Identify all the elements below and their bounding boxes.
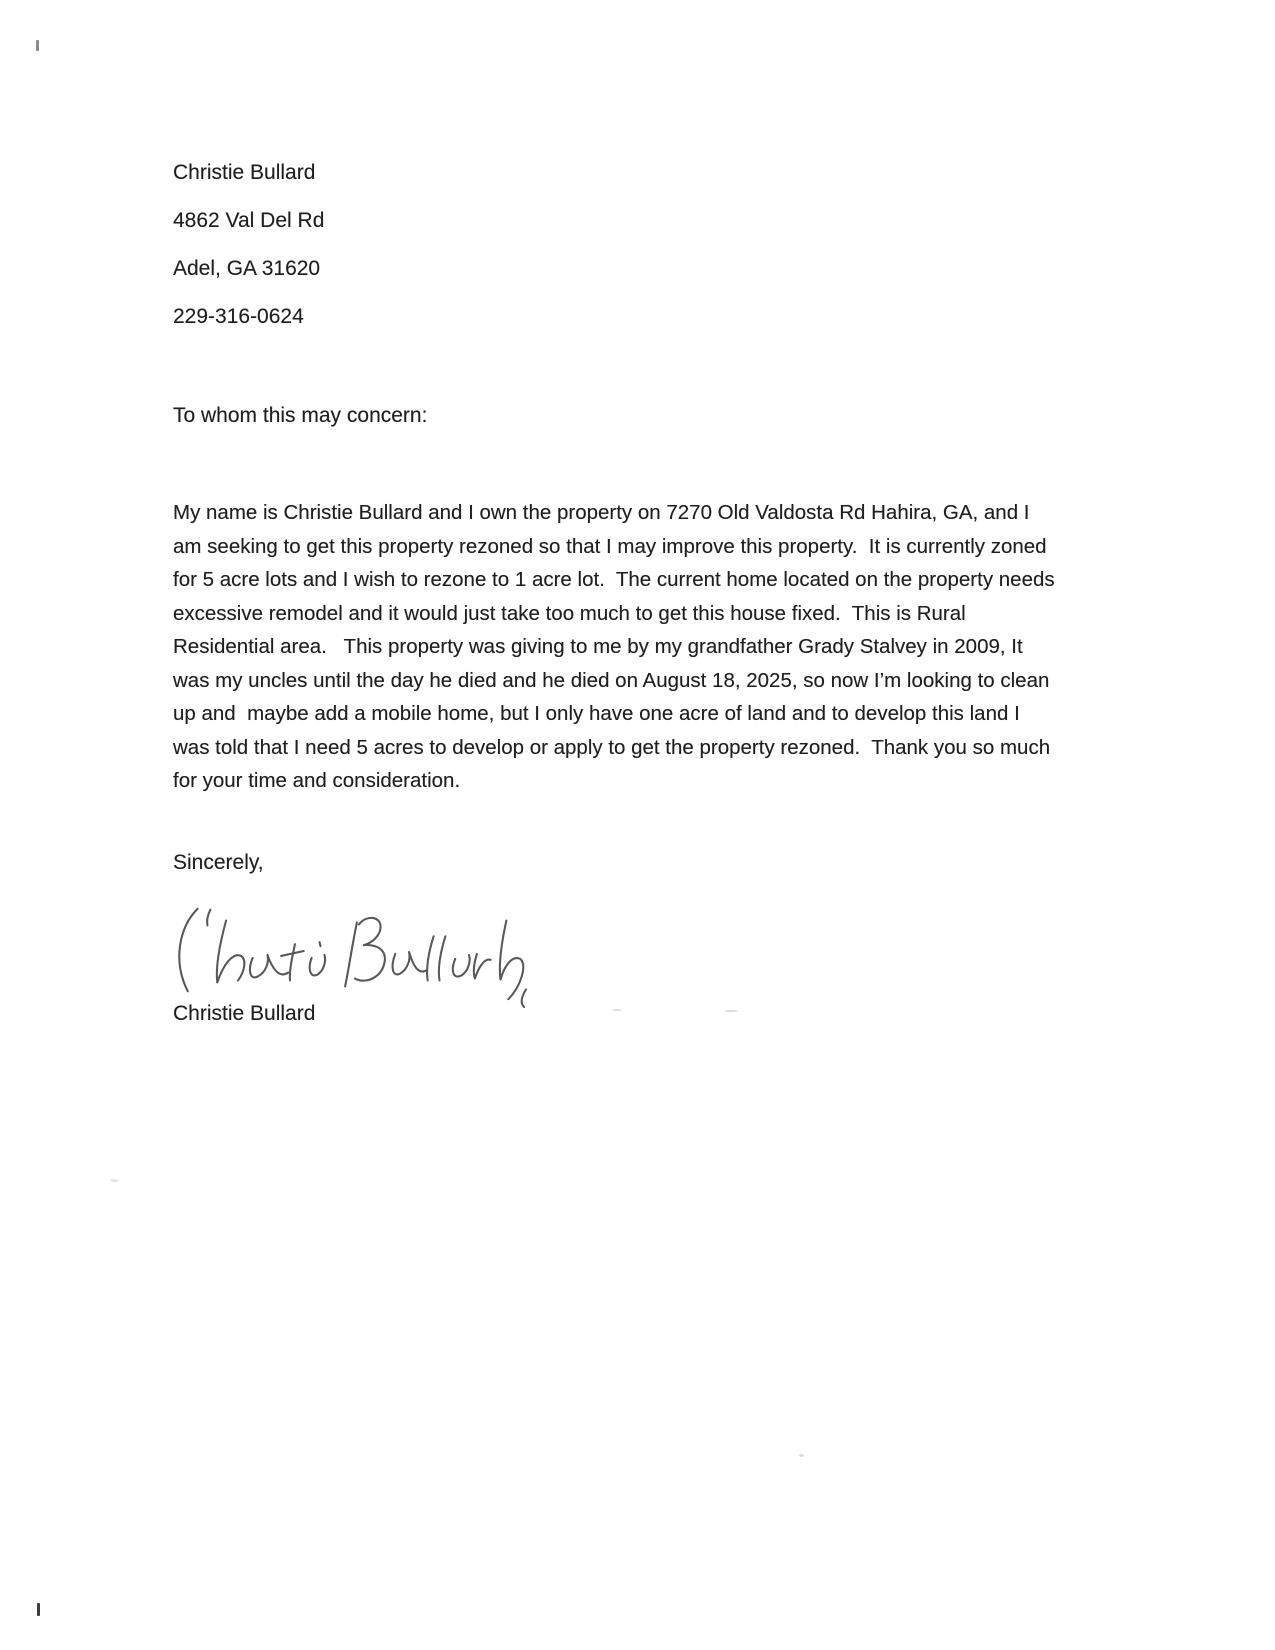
salutation: To whom this may concern:: [173, 404, 428, 427]
scan-artifact-top: [36, 40, 39, 51]
sender-phone: 229-316-0624: [173, 305, 304, 328]
typed-name: Christie Bullard: [173, 1002, 316, 1025]
scan-speck: [612, 1009, 622, 1011]
scan-speck: [110, 1179, 119, 1182]
sender-address-street: 4862 Val Del Rd: [173, 209, 325, 232]
scan-speck: [799, 1454, 804, 1457]
signature-image: [162, 893, 540, 1011]
closing: Sincerely,: [173, 851, 264, 874]
sender-address-city: Adel, GA 31620: [173, 257, 321, 280]
scan-artifact-bottom: [37, 1603, 40, 1616]
sender-name: Christie Bullard: [173, 161, 316, 184]
sender-block: [173, 149, 324, 341]
scan-speck: [724, 1010, 738, 1012]
letter-body: My name is Christie Bullard and I own the property on 7270 Old Valdosta Rd Hahira, GA, and I am seeking to get this property rezoned so that I may improve this property. It is currently zoned for 5 acre lots and I wish to rezone to 1 acre lot. The current home located on the property needs excessive remodel and it would just take too much to get this house fixed. This is Rural Residential area. This property was giving to me by my grandfather Grady Stalvey in 2009, It was my uncles until the day he died and he died on August 18, 2025, so now I’m looking to clean up and maybe add a mobile home, but I only have one acre of land and to develop this land I was told that I need 5 acres to develop or apply to get the property rezoned. Thank you so much for your time and consideration.: [173, 501, 1061, 792]
